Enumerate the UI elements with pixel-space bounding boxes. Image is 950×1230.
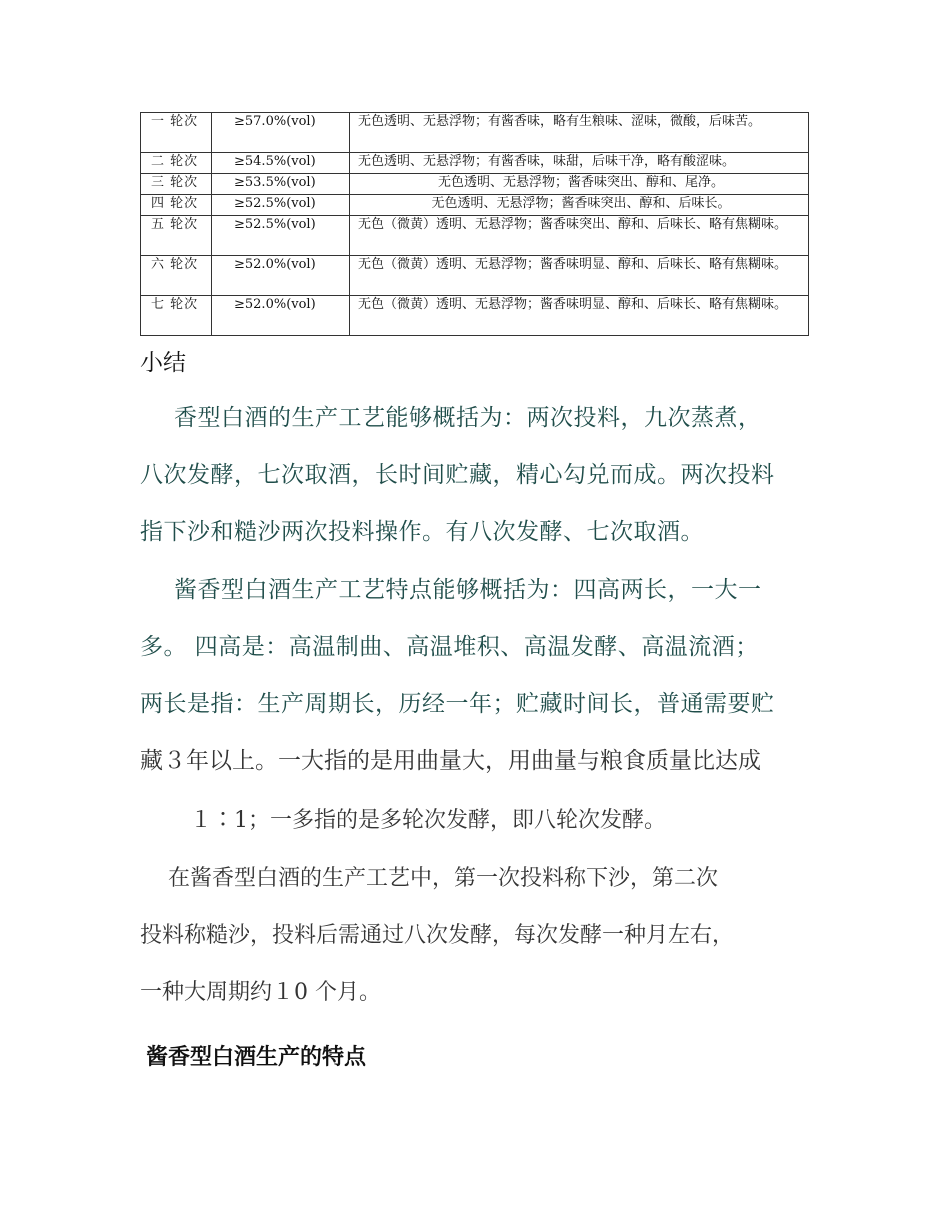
description-cell: 无色透明、无悬浮物；有酱香味，味甜，后味干净，略有酸涩味。: [350, 153, 809, 174]
round-cell: 七 轮次: [141, 296, 212, 336]
abv-cell: ≥54.5%(vol): [212, 153, 350, 174]
paragraph-line: 多。 四高是：高温制曲、高温堆积、高温发酵、高温流酒；: [140, 634, 759, 660]
round-cell: 四 轮次: [141, 195, 212, 216]
description-cell: 无色（微黄）透明、无悬浮物；酱香味明显、醇和、后味长、略有焦糊味。: [350, 296, 809, 336]
alcohol-spec-table: [140, 112, 809, 336]
paragraph-line: 指下沙和糙沙两次投料操作。有八次发酵、七次取酒。: [140, 519, 704, 545]
paragraph-line: 酱香型白酒生产工艺特点能够概括为：四高两长，一大一: [174, 577, 762, 603]
section-heading: 酱香型白酒生产的特点: [146, 1045, 367, 1070]
summary-heading: 小结: [140, 350, 186, 376]
round-cell: 二 轮次: [141, 153, 212, 174]
paragraph-line: 在酱香型白酒的生产工艺中，第一次投料称下沙，第二次: [168, 866, 719, 891]
paragraph-line: 八次发酵，七次取酒，长时间贮藏，精心勾兑而成。两次投料: [140, 462, 775, 488]
description-cell: 无色透明、无悬浮物；酱香味突出、醇和、后味长。: [350, 195, 809, 216]
table-row: [141, 174, 809, 195]
table-row: [141, 153, 809, 174]
paragraph-line: 投料称糙沙，投料后需通过八次发酵，每次发酵一种月左右，: [140, 923, 735, 948]
description-cell: 无色（微黄）透明、无悬浮物；酱香味突出、醇和、后味长、略有焦糊味。: [350, 216, 809, 256]
feeding-paragraph: [140, 850, 820, 1021]
process-summary-paragraph: [140, 390, 820, 561]
paragraph-line: 藏３年以上。一大指的是用曲量大，用曲量与粮食质量比达成: [140, 748, 761, 774]
table-row: [141, 256, 809, 296]
abv-cell: ≥52.0%(vol): [212, 296, 350, 336]
abv-cell: ≥52.0%(vol): [212, 256, 350, 296]
round-cell: 五 轮次: [141, 216, 212, 256]
table-row: [141, 216, 809, 256]
process-features-paragraph: [140, 562, 820, 790]
table-row: [141, 296, 809, 336]
paragraph-line: 两长是指：生产周期长，历经一年；贮藏时间长，普通需要贮: [140, 691, 775, 717]
ratio-paragraph: [140, 792, 820, 849]
paragraph-line: 香型白酒的生产工艺能够概括为：两次投料，九次蒸煮，: [174, 405, 762, 431]
round-cell: 六 轮次: [141, 256, 212, 296]
abv-cell: ≥52.5%(vol): [212, 195, 350, 216]
paragraph-line: １∶1；一多指的是多轮次发酵，即八轮次发酵。: [190, 808, 666, 833]
round-cell: 一 轮次: [141, 113, 212, 153]
description-cell: 无色透明、无悬浮物；有酱香味，略有生粮味、涩味，微酸，后味苦。: [350, 113, 809, 153]
description-cell: 无色（微黄）透明、无悬浮物；酱香味明显、醇和、后味长、略有焦糊味。: [350, 256, 809, 296]
abv-cell: ≥53.5%(vol): [212, 174, 350, 195]
round-cell: 三 轮次: [141, 174, 212, 195]
table-row: [141, 195, 809, 216]
abv-cell: ≥57.0%(vol): [212, 113, 350, 153]
abv-cell: ≥52.5%(vol): [212, 216, 350, 256]
paragraph-line: 一种大周期约１0 个月。: [140, 980, 381, 1005]
description-cell: 无色透明、无悬浮物；酱香味突出、醇和、尾净。: [350, 174, 809, 195]
table-row: [141, 113, 809, 153]
